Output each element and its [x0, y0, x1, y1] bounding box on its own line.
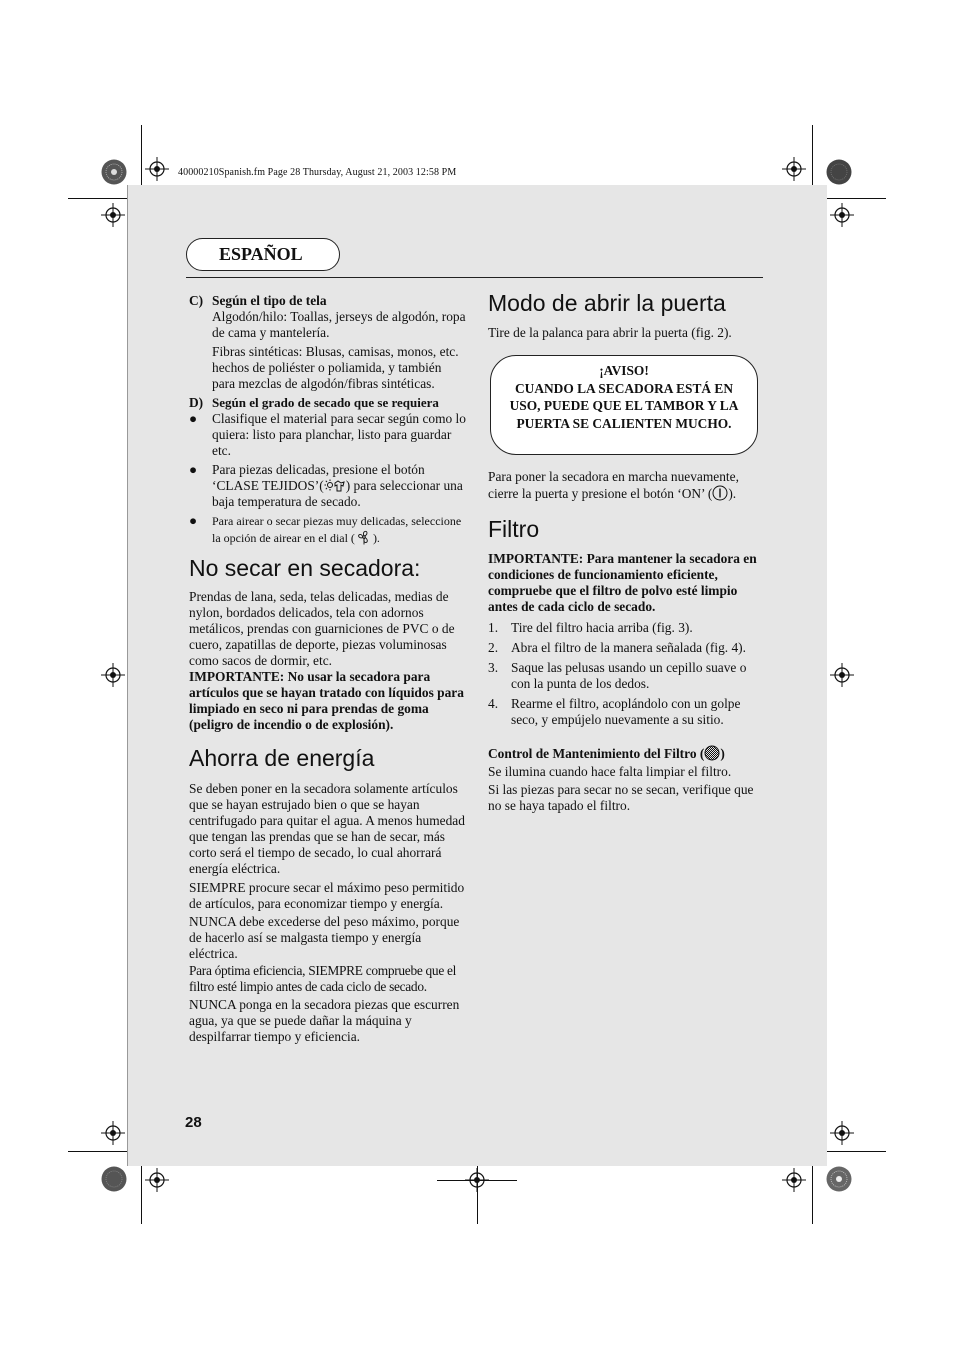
list-item: [189, 513, 467, 546]
restart-text-b: ).: [728, 486, 737, 501]
crop-mark: [127, 185, 128, 1166]
color-bar-rosette-icon: [826, 1166, 852, 1192]
bullet-text: Clasifique el material para secar según como lo quiera: listo para planchar, listo para guardar etc.: [212, 411, 466, 458]
bullet-icon: ●: [189, 462, 198, 477]
bullet-icon: ●: [189, 513, 198, 528]
list-item: [488, 640, 766, 656]
registration-mark-icon: [101, 663, 125, 687]
list-item: [488, 620, 766, 636]
left-column: [189, 293, 467, 1045]
synthetic-text: Fibras sintéticas: Blusas, camisas, monos, etc. hechos de poliéster o poliamida, y también para mezclas de algodón/fibras sintéticas.: [212, 344, 459, 391]
bullet-text: Para airear o secar piezas muy delicadas, seleccione la opción de airear en el dial (: [212, 514, 462, 545]
header-rule: [186, 277, 763, 278]
step-number: 2.: [488, 640, 499, 655]
door-text: Tire de la palanca para abrir la puerta (fig. 2).: [488, 325, 732, 340]
step-text: Rearme el filtro, acoplándolo con un golpe seco, y empújelo nuevamente a su sitio.: [511, 696, 741, 727]
list-item: [189, 411, 467, 459]
color-bar-rosette-icon: [826, 159, 852, 185]
bullet-text-cont: ) para seleccionar una baja temperatura de secado.: [212, 478, 463, 509]
delicate-fabric-icon: [324, 479, 346, 493]
language-tab: [186, 238, 340, 271]
crop-mark: [812, 125, 813, 185]
language-tab-label: ESPAÑOL: [219, 244, 303, 264]
list-item: [488, 660, 766, 692]
registration-mark-icon: [101, 203, 125, 227]
step-text: Saque las pelusas usando un cepillo suave o con la punta de los dedos.: [511, 660, 747, 691]
bullet-icon: ●: [189, 411, 198, 426]
energy-paragraph: Se deben poner en la secadora solamente artículos que se hayan estrujado bien o que se hayan centrifugado para quitar el agua. A menos humedad que tengan las prendas que se han de secar, más corto será el tiempo de secado, lo cual ahorrará energía eléctrica.: [189, 781, 465, 876]
registration-mark-icon: [830, 1121, 854, 1145]
restart-text: [488, 469, 766, 502]
section-c-marker: C): [189, 293, 204, 308]
crop-mark: [477, 1166, 478, 1224]
registration-mark-icon: [782, 157, 806, 181]
crop-mark: [68, 1151, 127, 1152]
energy-paragraph: NUNCA ponga en la secadora piezas que escurren agua, ya que se puede dañar la máquina y despilfarrar tiempo y eficiencia.: [189, 997, 460, 1044]
step-text: Tire del filtro hacia arriba (fig. 3).: [511, 620, 693, 635]
filter-indicator-icon: [704, 745, 720, 761]
control-title-a: Control de Mantenimiento del Filtro (: [488, 746, 705, 761]
warning-text: CUANDO LA SECADORA ESTÁ EN USO, PUEDE QUE EL TAMBOR Y LA PUERTA SE CALIENTEN MUCHO.: [509, 380, 739, 431]
fan-air-icon: [355, 529, 373, 545]
control-title: [488, 745, 766, 762]
control-paragraph: Si las piezas para secar no se secan, verifique que no se haya tapado el filtro.: [488, 782, 754, 813]
no-dry-text: Prendas de lana, seda, telas delicadas, medias de nylon, bordados delicados, tela con adornos metálicos, prendas con guarniciones de PVC o de cuero, zapatillas de deporte, piezas voluminosas como sacos de dormir, etc.: [189, 589, 455, 668]
bullet-text: Para piezas delicadas, presione el botón ‘CLASE TEJIDOS’(: [212, 462, 425, 493]
crop-mark: [827, 198, 886, 199]
registration-mark-icon: [145, 157, 169, 181]
power-button-icon: [712, 485, 728, 501]
registration-mark-icon: [830, 663, 854, 687]
registration-mark-icon: [101, 1121, 125, 1145]
section-c: [189, 293, 467, 309]
cotton-text: Algodón/hilo: Toallas, jerseys de algodón, ropa de cama y mantelería.: [212, 309, 466, 340]
registration-mark-icon: [145, 1168, 169, 1192]
registration-mark-icon: [782, 1168, 806, 1192]
control-paragraph: Se ilumina cuando hace falta limpiar el filtro.: [488, 764, 732, 779]
crop-mark: [827, 1151, 886, 1152]
energy-paragraph: NUNCA debe excederse del peso máximo, porque de hacerlo así se malgasta tiempo y energía eléctrica.: [189, 914, 460, 961]
page-number: 28: [185, 1114, 202, 1131]
registration-mark-icon: [830, 203, 854, 227]
crop-mark: [141, 1166, 142, 1224]
print-slug: 40000210Spanish.fm Page 28 Thursday, August 21, 2003 12:58 PM: [178, 167, 457, 178]
crop-mark: [68, 198, 127, 199]
list-item: [488, 696, 766, 728]
right-column: [488, 290, 766, 814]
energy-heading: Ahorra de energía: [189, 745, 375, 771]
step-number: 3.: [488, 660, 499, 675]
energy-paragraph: Para óptima eficiencia, SIEMPRE compruebe que el filtro esté limpio antes de cada ciclo de secado.: [189, 963, 457, 994]
restart-text-a: Para poner la secadora en marcha nuevamente, cierre la puerta y presione el botón ‘ON’ (: [488, 469, 739, 501]
control-title-b: ): [720, 746, 725, 761]
step-text: Abra el filtro de la manera señalada (fig. 4).: [511, 640, 746, 655]
step-number: 1.: [488, 620, 499, 635]
section-c-title: Según el tipo de tela: [212, 293, 327, 308]
filter-heading: Filtro: [488, 516, 540, 542]
color-bar-rosette-icon: [101, 159, 127, 185]
bullet-text-cont: ).: [372, 531, 380, 545]
warning-title: ¡AVISO!: [599, 363, 649, 378]
color-bar-rosette-icon: [101, 1166, 127, 1192]
section-d-marker: D): [189, 395, 204, 410]
list-item: [189, 462, 467, 510]
crop-mark: [812, 1166, 813, 1224]
filter-steps-list: [488, 620, 766, 728]
section-d-title: Según el grado de secado que se requiera: [212, 395, 439, 410]
step-number: 4.: [488, 696, 499, 711]
section-d: [189, 395, 467, 411]
no-dry-important: IMPORTANTE: No usar la secadora para artículos que se hayan tratado con líquidos para limpiado en seco ni para prendas de goma (peligro de incendio o de explosión).: [189, 669, 464, 732]
filter-important: IMPORTANTE: Para mantener la secadora en condiciones de funcionamiento eficiente, compruebe que el filtro de polvo esté limpio antes de cada ciclo de secado.: [488, 551, 757, 614]
crop-mark: [141, 125, 142, 185]
no-dry-heading: No secar en secadora:: [189, 555, 421, 581]
door-heading: Modo de abrir la puerta: [488, 290, 726, 316]
warning-box: [490, 355, 758, 455]
energy-paragraph: SIEMPRE procure secar el máximo peso permitido de artículos, para economizar tiempo y energía.: [189, 880, 465, 911]
